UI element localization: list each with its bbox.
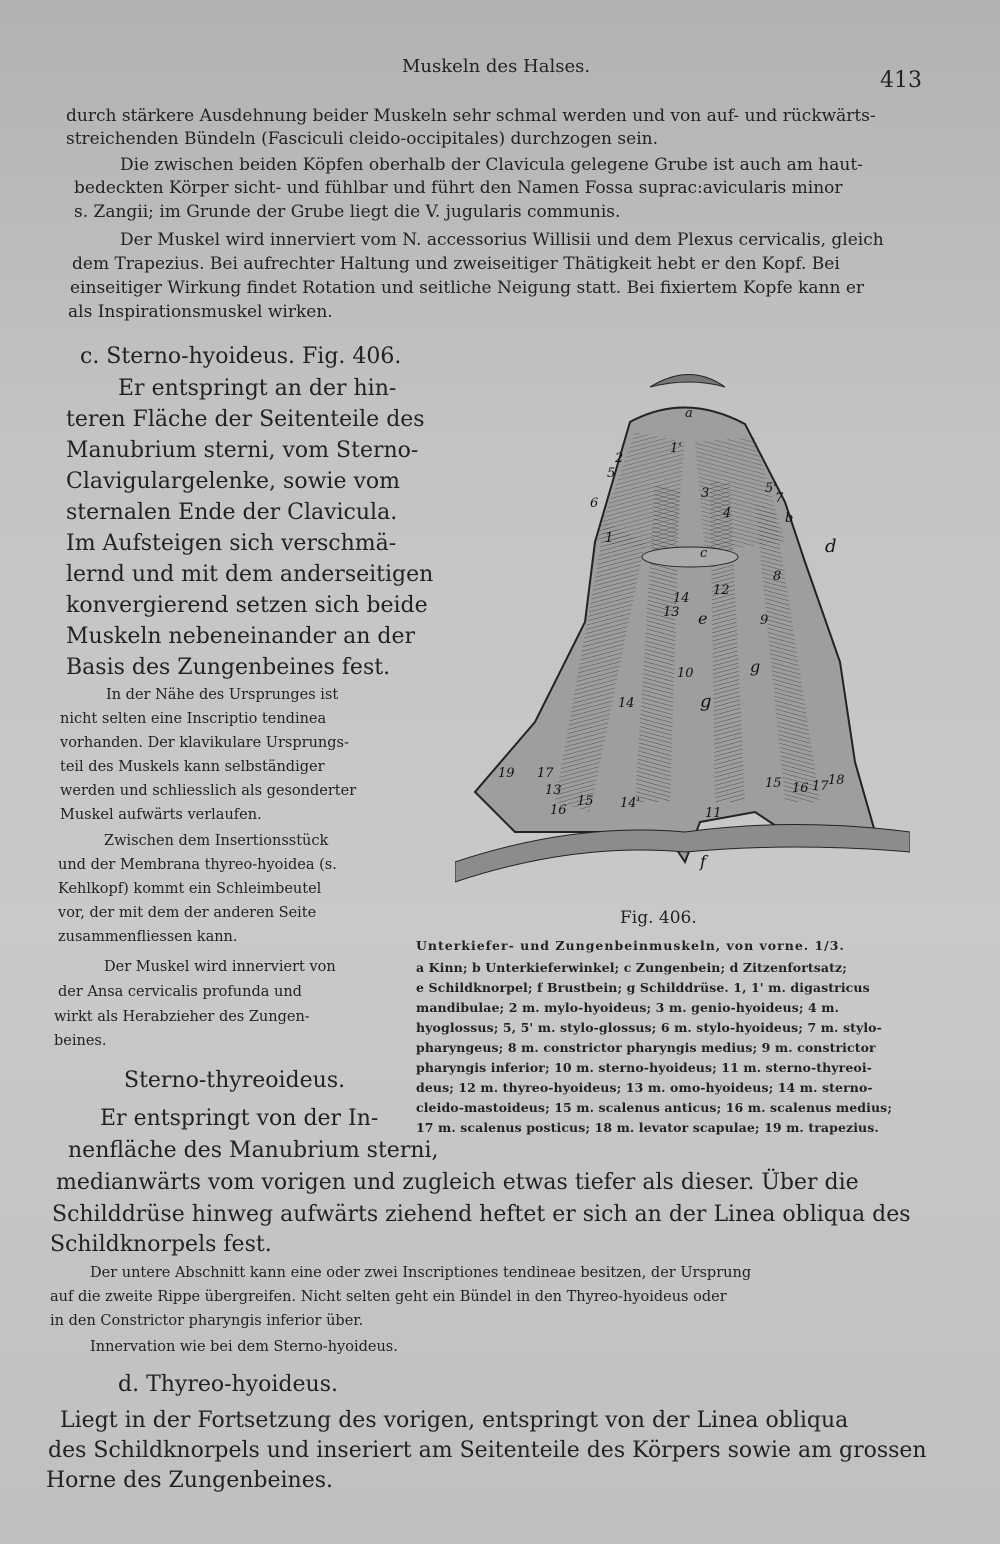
text-line: Der Muskel wird innerviert von [104,959,336,975]
text-line: werden und schliesslich als gesonderter [60,783,357,799]
figure-marker: 16 [550,803,567,818]
figure-marker: b [785,511,794,526]
text-line: Im Aufsteigen sich verschmä- [66,531,397,556]
text-line: bedeckten Körper sicht- und fühlbar und führt den Namen Fossa suprac:avicularis minor [74,178,843,198]
figure-marker: a [685,406,693,421]
text-line: Muskel aufwärts verlaufen. [60,807,262,823]
figure-caption-line: pharyngis inferior; 10 m. sterno-hyoideus; 11 m. sterno-thyreoi- [416,1060,872,1075]
figure-marker: 5 [607,466,616,481]
text-line: Er entspringt an der hin- [118,376,397,401]
figure-marker: 14 [673,591,690,606]
text-line: s. Zangii; im Grunde der Grube liegt die V. jugularis communis. [74,202,621,222]
text-line: auf die zweite Rippe übergreifen. Nicht selten geht ein Bündel in den Thyreo-hyoideus oder [50,1289,727,1305]
text-line: Der untere Abschnitt kann eine oder zwei Inscriptiones tendineae besitzen, der Ursprung [90,1265,752,1281]
figure-marker: 14 [618,696,635,711]
text-line: vor, der mit dem der anderen Seite [58,905,317,921]
text-line: lernd und mit dem anderseitigen [66,562,434,587]
text-line: Schildknorpels fest. [50,1232,272,1257]
text-line: Zwischen dem Insertionsstück [104,833,329,849]
figure-marker: 18 [828,773,845,788]
figure-marker: d [825,536,837,557]
text-line: wirkt als Herabzieher des Zungen- [54,1009,310,1025]
text-line: konvergierend setzen sich beide [66,593,428,618]
text-line: Er entspringt von der In- [100,1106,379,1131]
text-line: vorhanden. Der klavikulare Ursprungs- [60,735,349,751]
figure-marker: 19 [498,766,515,781]
figure-marker: 5' [765,481,777,496]
figure-caption-line: 17 m. scalenus posticus; 18 m. levator scapulae; 19 m. trapezius. [416,1120,879,1135]
text-line: des Schildknorpels und inseriert am Seitenteile des Körpers sowie am grossen [48,1438,927,1463]
figure-marker: 1' [670,441,682,456]
text-line: Horne des Zungenbeines. [46,1468,334,1493]
text-line: Muskeln nebeneinander an der [66,624,416,649]
figure-marker: 13 [663,605,680,620]
text-line: einseitiger Wirkung findet Rotation und seitliche Neigung statt. Bei fixiertem Kopfe kann er [70,278,865,298]
figure-caption-line: mandibulae; 2 m. mylo-hyoideus; 3 m. genio-hyoideus; 4 m. [416,1000,840,1015]
text-line: medianwärts vom vorigen und zugleich etwas tiefer als dieser. Über die [56,1170,859,1195]
figure-caption-line: cleido-mastoideus; 15 m. scalenus anticus; 16 m. scalenus medius; [416,1100,893,1115]
text-line: Kehlkopf) kommt ein Schleimbeutel [58,881,322,897]
text-line: Der Muskel wird innerviert vom N. accessorius Willisii und dem Plexus cervicalis, gleich [120,230,884,250]
text-line: als Inspirationsmuskel wirken. [68,302,333,322]
text-line: in den Constrictor pharyngis inferior über. [50,1313,364,1329]
figure-label: Fig. 406. [620,908,697,928]
figure-marker: 14' [620,796,641,811]
figure-marker: 10 [677,666,694,681]
text-line: und der Membrana thyreo-hyoidea (s. [58,857,337,873]
figure-marker: 7 [775,491,784,506]
text-line: nenfläche des Manubrium sterni, [68,1138,439,1163]
text-line: Basis des Zungenbeines fest. [66,655,391,680]
figure-marker: 16 [792,781,809,796]
neck-muscle-illustration [455,362,910,902]
text-line: zusammenfliessen kann. [58,929,238,945]
running-header: Muskeln des Halses. [402,56,591,77]
figure-marker: 4 [723,506,732,521]
text-line: Schilddrüse hinweg aufwärts ziehend heftet er sich an der Linea obliqua des [52,1202,911,1227]
text-line: teil des Muskels kann selbständiger [60,759,325,775]
text-line: Liegt in der Fortsetzung des vorigen, entspringt von der Linea obliqua [60,1408,849,1433]
figure-marker: 8 [773,569,782,584]
figure-caption-line: pharyngeus; 8 m. constrictor pharyngis medius; 9 m. constrictor [416,1040,876,1055]
figure-caption-line: Unterkiefer- und Zungenbeinmuskeln, von vorne. 1/3. [416,938,845,953]
text-line: der Ansa cervicalis profunda und [58,984,302,1000]
text-line: beines. [54,1033,107,1049]
figure-marker: g [700,691,712,712]
figure-marker: c [700,546,708,561]
section-heading: c. Sterno-hyoideus. Fig. 406. [80,344,402,369]
figure-marker: 12 [713,583,730,598]
text-line: Clavigulargelenke, sowie vom [66,469,400,494]
figure-caption-line: deus; 12 m. thyreo-hyoideus; 13 m. omo-hyoideus; 14 m. sterno- [416,1080,873,1095]
figure-marker: f [700,852,706,871]
figure-marker: 17 [812,779,829,794]
text-line: nicht selten eine Inscriptio tendinea [60,711,327,727]
text-line: teren Fläche der Seitenteile des [66,407,425,432]
figure-marker: g [750,657,761,676]
figure-caption-line: hyoglossus; 5, 5' m. stylo-glossus; 6 m. stylo-hyoideus; 7 m. stylo- [416,1020,882,1035]
figure-marker: 15 [765,776,782,791]
text-line: dem Trapezius. Bei aufrechter Haltung und zweiseitiger Thätigkeit hebt er den Kopf. Bei [72,254,840,274]
figure-marker: 1 [605,531,614,546]
figure-marker: 15 [577,794,594,809]
figure-marker: e [698,609,708,628]
text-line: Manubrium sterni, vom Sterno- [66,438,419,463]
text-line: In der Nähe des Ursprunges ist [106,687,339,703]
text-line: streichenden Bündeln (Fasciculi cleido-occipitales) durchzogen sein. [66,129,658,149]
figure-marker: 11 [705,806,722,821]
text-line: sternalen Ende der Clavicula. [66,500,398,525]
page-number: 413 [880,68,922,93]
figure-marker: 9 [760,613,769,628]
figure-marker: 3 [701,486,710,501]
figure-caption-line: a Kinn; b Unterkieferwinkel; c Zungenbein; d Zitzenfortsatz; [416,960,847,975]
figure-caption-line: e Schildknorpel; f Brustbein; g Schilddrüse. 1, 1' m. digastricus [416,980,870,995]
figure-marker: 17 [537,766,554,781]
section-heading: d. Thyreo-hyoideus. [118,1372,338,1397]
text-line: durch stärkere Ausdehnung beider Muskeln sehr schmal werden und von auf- und rückwärts- [66,106,876,126]
figure-marker: 13 [545,783,562,798]
figure-marker: 2 [615,451,624,466]
figure-marker: 6 [590,496,599,511]
text-line: Die zwischen beiden Köpfen oberhalb der Clavicula gelegene Grube ist auch am haut- [120,155,863,175]
section-heading: Sterno-thyreoideus. [124,1068,346,1093]
text-line: Innervation wie bei dem Sterno-hyoideus. [90,1339,398,1355]
